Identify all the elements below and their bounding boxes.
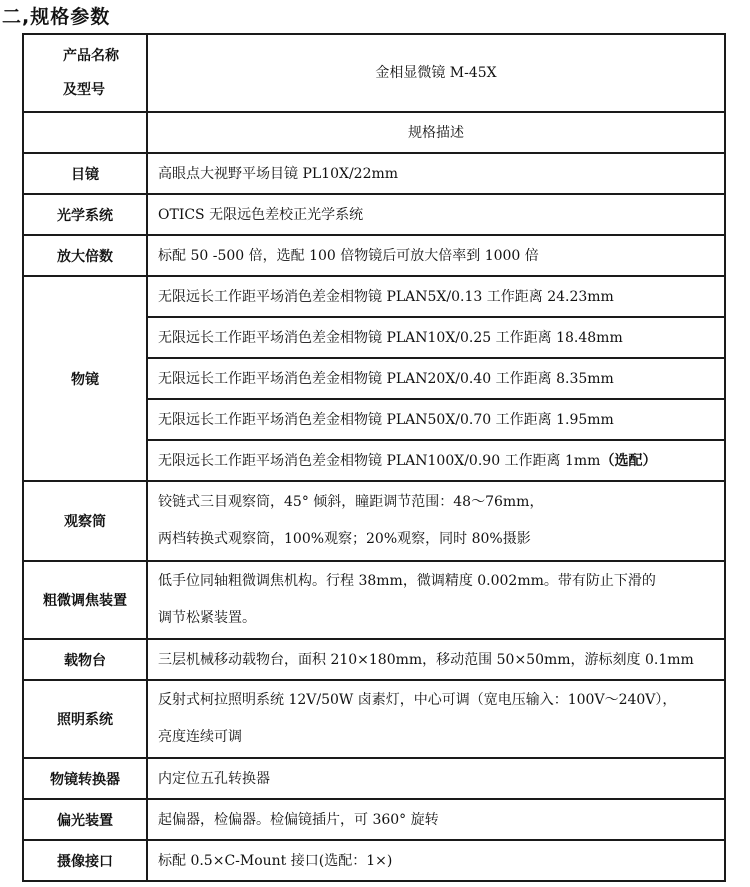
- table-row-tube: [23, 481, 725, 561]
- magnification-value: 标配 50 -500 倍，选配 100 倍物镜后可放大倍率到 1000 倍: [147, 235, 725, 276]
- illumination-value: [147, 680, 725, 758]
- camera-value: 标配 0.5×C-Mount 接口(选配：1×): [147, 840, 725, 881]
- eyepiece-value: 高眼点大视野平场目镜 PL10X/22mm: [147, 153, 725, 194]
- focus-line-2: 调节松紧装置。: [158, 610, 256, 626]
- model-value: 金相显微镜 M-45X: [147, 34, 725, 112]
- model-label-line1: 产品名称: [63, 48, 119, 64]
- table-row-stage: [23, 639, 725, 680]
- spec-table: [22, 33, 726, 882]
- table-row-illumination: [23, 680, 725, 758]
- table-row-eyepiece: [23, 153, 725, 194]
- model-label-line2: 及型号: [63, 82, 105, 98]
- focus-value: [147, 561, 725, 639]
- objective-item-5-text: 无限远长工作距平场消色差金相物镜 PLAN100X/0.90 工作距离 1mm: [158, 452, 601, 469]
- objective-optional-tag: （选配）: [600, 452, 657, 469]
- table-row-focus: [23, 561, 725, 639]
- polarizer-label: 偏光装置: [23, 799, 147, 840]
- section-heading: 二,规格参数: [2, 6, 111, 28]
- eyepiece-label: 目镜: [23, 153, 147, 194]
- illumination-line-1: 反射式柯拉照明系统 12V/50W 卤素灯，中心可调（宽电压输入：100V～240V），: [158, 692, 677, 708]
- stage-label: 载物台: [23, 639, 147, 680]
- tube-line-1: 铰链式三目观察筒，45° 倾斜，瞳距调节范围：48～76mm，: [158, 494, 544, 510]
- spec-header-blank: [23, 112, 147, 153]
- table-row-objective-1: [23, 276, 725, 317]
- optics-label: 光学系统: [23, 194, 147, 235]
- objective-item-1: 无限远长工作距平场消色差金相物镜 PLAN5X/0.13 工作距离 24.23mm: [147, 276, 725, 317]
- table-row-magnification: [23, 235, 725, 276]
- nosepiece-value: 内定位五孔转换器: [147, 758, 725, 799]
- table-row-polarizer: [23, 799, 725, 840]
- objective-item-2: 无限远长工作距平场消色差金相物镜 PLAN10X/0.25 工作距离 18.48mm: [147, 317, 725, 358]
- illumination-label: 照明系统: [23, 680, 147, 758]
- table-row-optics: [23, 194, 725, 235]
- optics-value: OTICS 无限远色差校正光学系统: [147, 194, 725, 235]
- focus-label: 粗微调焦装置: [23, 561, 147, 639]
- objective-item-4: 无限远长工作距平场消色差金相物镜 PLAN50X/0.70 工作距离 1.95mm: [147, 399, 725, 440]
- polarizer-value: 起偏器，检偏器。检偏镜插片，可 360° 旋转: [147, 799, 725, 840]
- objective-item-5: [147, 440, 725, 481]
- tube-label: 观察筒: [23, 481, 147, 561]
- focus-line-1: 低手位同轴粗微调焦机构。行程 38mm，微调精度 0.002mm。带有防止下滑的: [158, 573, 656, 589]
- tube-line-2: 两档转换式观察筒，100%观察；20%观察，同时 80%摄影: [158, 531, 531, 547]
- model-label: [23, 34, 147, 112]
- tube-value: [147, 481, 725, 561]
- spec-header: 规格描述: [147, 112, 725, 153]
- stage-value: 三层机械移动载物台，面积 210×180mm，移动范围 50×50mm，游标刻度 0.1mm: [147, 639, 725, 680]
- table-row-camera: [23, 840, 725, 881]
- table-row-model: [23, 34, 725, 112]
- table-row-nosepiece: [23, 758, 725, 799]
- camera-label: 摄像接口: [23, 840, 147, 881]
- illumination-line-2: 亮度连续可调: [158, 729, 242, 745]
- magnification-label: 放大倍数: [23, 235, 147, 276]
- nosepiece-label: 物镜转换器: [23, 758, 147, 799]
- objective-item-3: 无限远长工作距平场消色差金相物镜 PLAN20X/0.40 工作距离 8.35mm: [147, 358, 725, 399]
- objective-label: 物镜: [23, 276, 147, 481]
- table-row-spec-header: [23, 112, 725, 153]
